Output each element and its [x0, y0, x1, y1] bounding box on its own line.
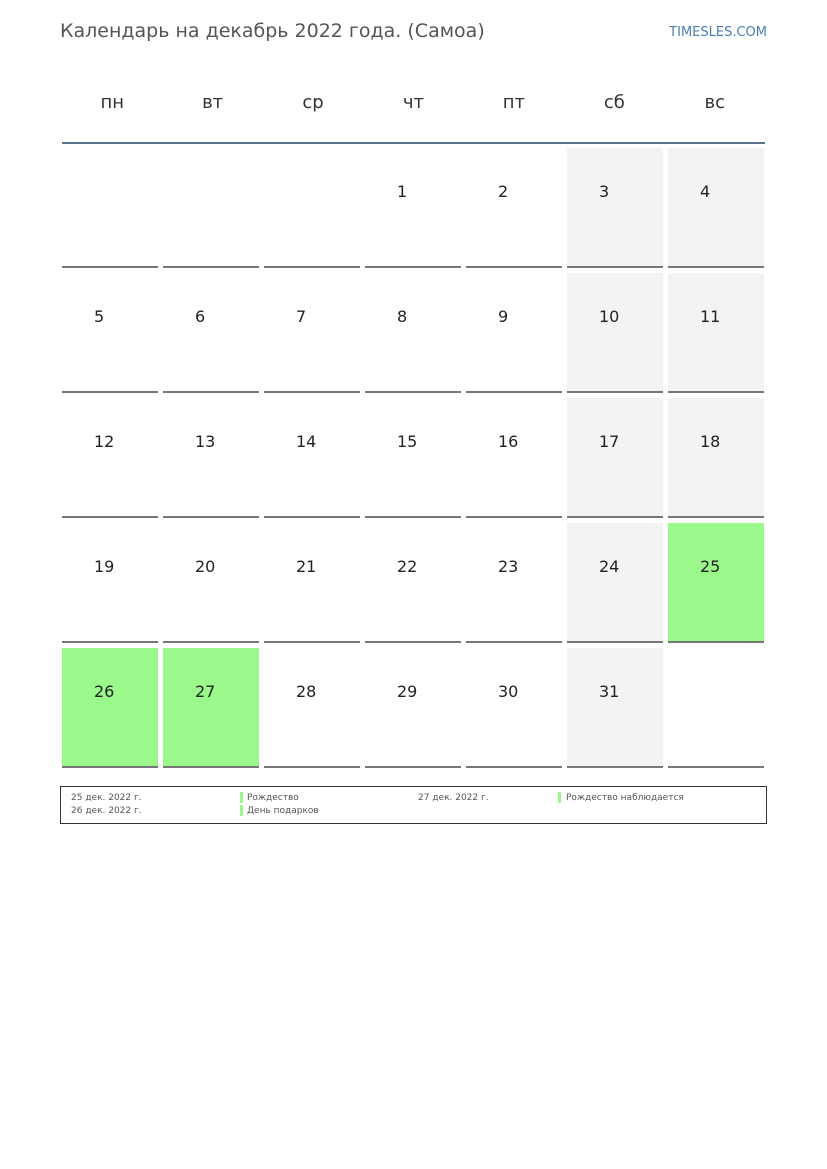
- day-number: 25: [700, 557, 721, 576]
- day-number: 27: [195, 682, 216, 701]
- day-number: 28: [296, 682, 317, 701]
- day-number: 17: [599, 432, 620, 451]
- day-cell-empty: [668, 648, 764, 768]
- day-cell-12: [62, 398, 158, 518]
- day-cell-empty: [62, 148, 158, 268]
- day-cell-9: [466, 273, 562, 393]
- day-cell-17: [567, 398, 663, 518]
- day-number: 9: [498, 307, 509, 326]
- day-cell-24: [567, 523, 663, 643]
- day-number: 30: [498, 682, 519, 701]
- day-number: 2: [498, 182, 509, 201]
- holiday-color-swatch: [240, 792, 243, 803]
- day-cell-21: [264, 523, 360, 643]
- day-cell-23: [466, 523, 562, 643]
- day-number: 4: [700, 182, 711, 201]
- weekday-wed: ср: [302, 92, 324, 113]
- day-number: 13: [195, 432, 216, 451]
- day-number: 16: [498, 432, 519, 451]
- weekday-fri: пт: [502, 92, 526, 113]
- day-cell-30: [466, 648, 562, 768]
- page-title: Календарь на декабрь 2022 года. (Самоа): [60, 20, 485, 42]
- day-number: 22: [397, 557, 418, 576]
- day-cell-31: [567, 648, 663, 768]
- day-cell-11: [668, 273, 764, 393]
- weekday-mon: пн: [100, 92, 124, 113]
- weekday-tue: вт: [202, 92, 224, 113]
- legend-holiday-name: Рождество наблюдается: [566, 793, 684, 803]
- holiday-legend: [60, 786, 767, 824]
- legend-date: 27 дек. 2022 г.: [418, 793, 489, 803]
- day-cell-27: [163, 648, 259, 768]
- day-cell-22: [365, 523, 461, 643]
- weekday-thu: чт: [402, 92, 425, 113]
- day-cell-20: [163, 523, 259, 643]
- day-number: 21: [296, 557, 317, 576]
- day-cell-14: [264, 398, 360, 518]
- day-cell-25: [668, 523, 764, 643]
- day-cell-8: [365, 273, 461, 393]
- day-number: 8: [397, 307, 408, 326]
- legend-holiday-name: Рождество: [247, 793, 299, 803]
- day-number: 26: [94, 682, 115, 701]
- day-cell-7: [264, 273, 360, 393]
- day-cell-1: [365, 148, 461, 268]
- calendar-grid: [62, 148, 765, 768]
- day-number: 7: [296, 307, 307, 326]
- day-number: 23: [498, 557, 519, 576]
- brand-link[interactable]: TIMESLES.COM: [669, 25, 767, 40]
- day-number: 14: [296, 432, 317, 451]
- legend-holiday-name: День подарков: [247, 806, 319, 816]
- day-number: 19: [94, 557, 115, 576]
- day-cell-10: [567, 273, 663, 393]
- day-cell-28: [264, 648, 360, 768]
- day-cell-empty: [264, 148, 360, 268]
- day-cell-empty: [163, 148, 259, 268]
- day-cell-3: [567, 148, 663, 268]
- weekday-sat: сб: [603, 92, 625, 113]
- day-number: 29: [397, 682, 418, 701]
- holiday-color-swatch: [240, 805, 243, 816]
- day-cell-5: [62, 273, 158, 393]
- day-number: 3: [599, 182, 610, 201]
- day-number: 11: [700, 307, 721, 326]
- day-number: 10: [599, 307, 620, 326]
- day-cell-19: [62, 523, 158, 643]
- day-cell-29: [365, 648, 461, 768]
- weekday-sun: вс: [704, 92, 726, 113]
- day-cell-13: [163, 398, 259, 518]
- holiday-color-swatch: [558, 792, 561, 803]
- day-cell-16: [466, 398, 562, 518]
- legend-date: 25 дек. 2022 г.: [71, 793, 142, 803]
- day-cell-6: [163, 273, 259, 393]
- day-number: 15: [397, 432, 418, 451]
- day-number: 1: [397, 182, 408, 201]
- day-number: 5: [94, 307, 105, 326]
- day-number: 18: [700, 432, 721, 451]
- day-number: 24: [599, 557, 620, 576]
- day-cell-26: [62, 648, 158, 768]
- day-cell-15: [365, 398, 461, 518]
- day-number: 31: [599, 682, 620, 701]
- legend-date: 26 дек. 2022 г.: [71, 806, 142, 816]
- weekday-header-row: [62, 78, 765, 144]
- day-cell-18: [668, 398, 764, 518]
- day-cell-4: [668, 148, 764, 268]
- day-number: 12: [94, 432, 115, 451]
- day-number: 6: [195, 307, 206, 326]
- day-number: 20: [195, 557, 216, 576]
- day-cell-2: [466, 148, 562, 268]
